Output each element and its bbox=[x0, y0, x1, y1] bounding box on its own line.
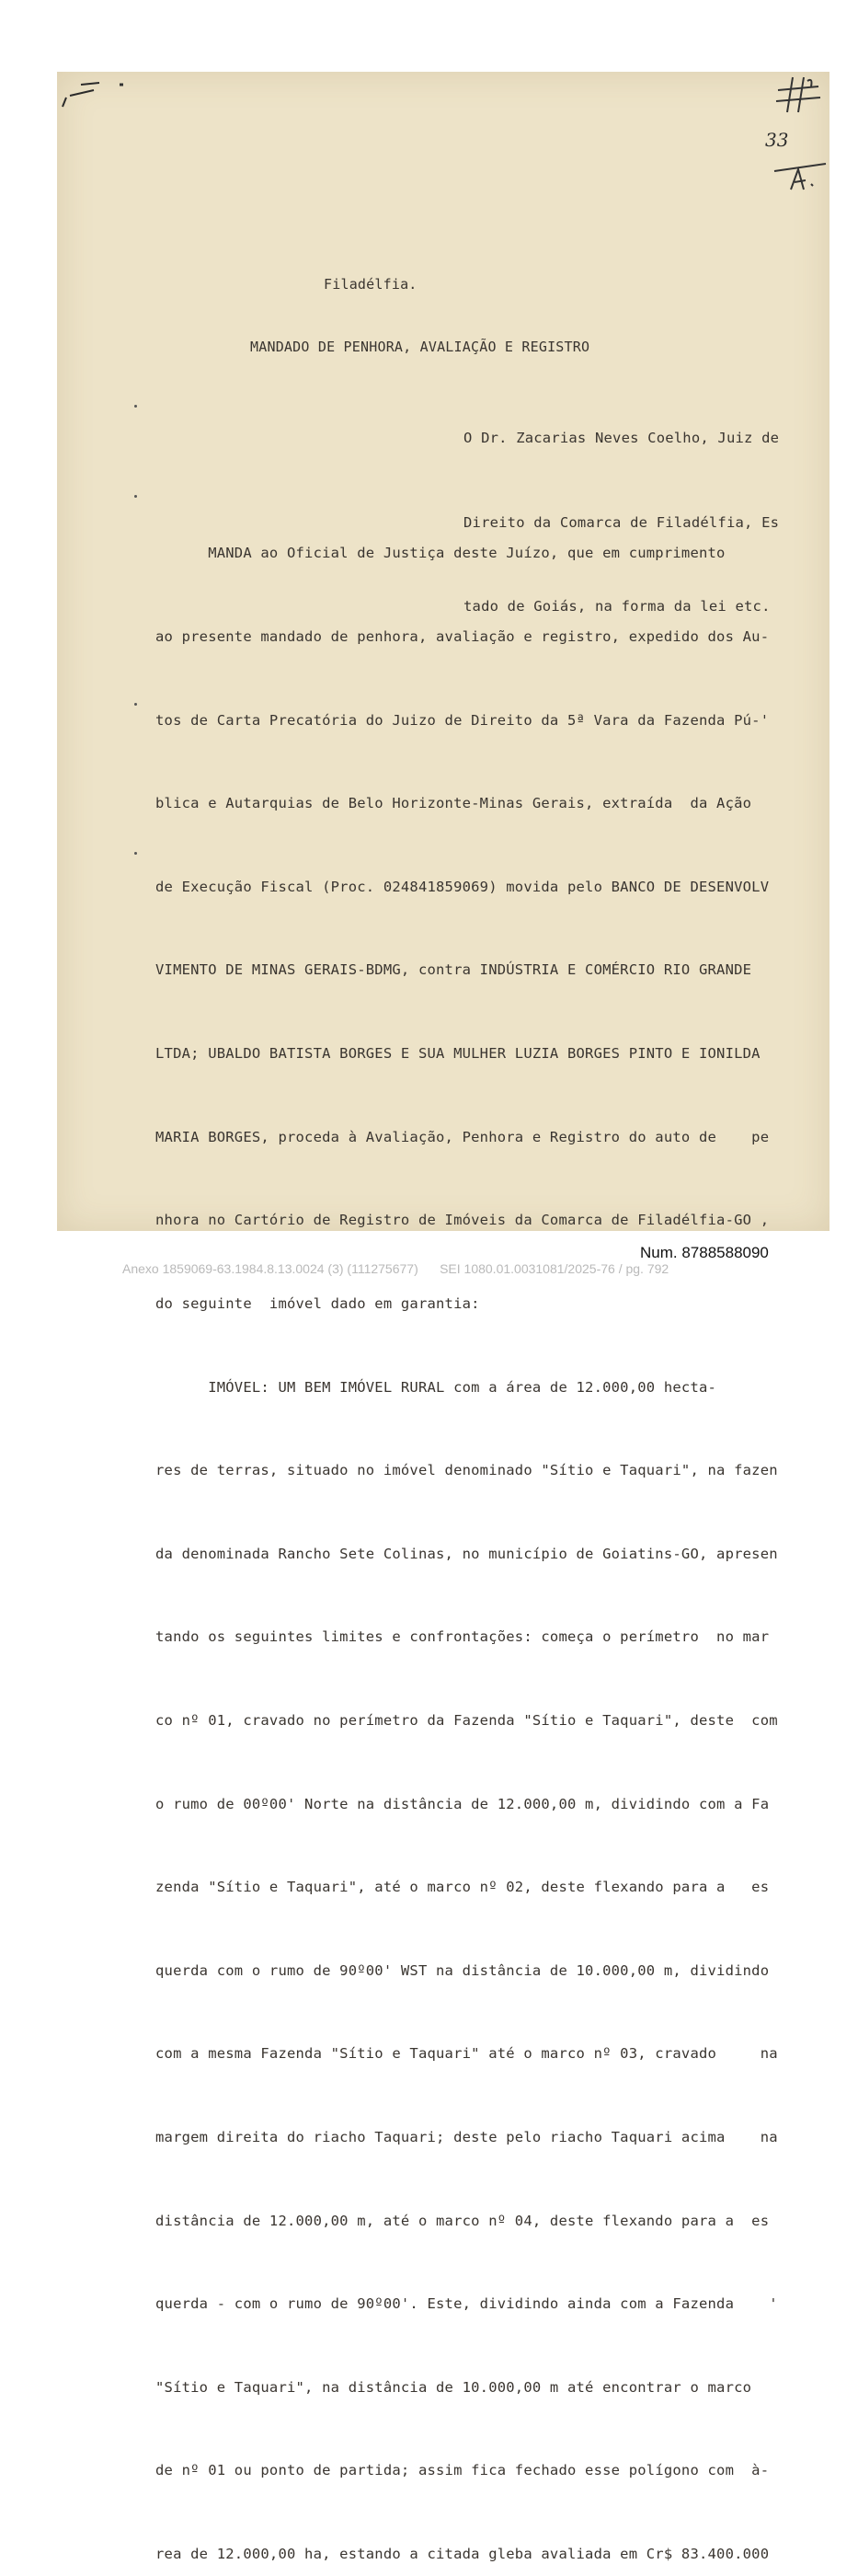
city-line: Filadélfia. bbox=[324, 276, 418, 293]
body-line: zenda "Sítio e Taquari", até o marco nº 02, deste flexando para a es bbox=[155, 1879, 770, 1896]
margin-dot bbox=[134, 405, 137, 408]
body-line: margem direita do riacho Taquari; deste pelo riacho Taquari acima na bbox=[155, 2128, 778, 2145]
body-line: o rumo de 00º00' Norte na distância de 12.000,00 m, dividindo com a Fa bbox=[155, 1795, 770, 1812]
body-line: da denominada Rancho Sete Colinas, no município de Goiatins-GO, apresen bbox=[155, 1545, 778, 1562]
body-line: co nº 01, cravado no perímetro da Fazenda "Sítio e Taquari", deste com bbox=[155, 1711, 778, 1729]
margin-dot bbox=[134, 703, 137, 706]
body-text bbox=[155, 484, 778, 2576]
body-line: rea de 12.000,00 ha, estando a citada gleba avaliada em Cr$ 83.400.000 bbox=[155, 2546, 770, 2563]
document-number: Num. 8788588090 bbox=[640, 1244, 769, 1261]
intro-line: tado de Goiás, na forma da lei etc. bbox=[463, 598, 771, 615]
document-title: MANDADO DE PENHORA, AVALIAÇÃO E REGISTRO bbox=[250, 339, 590, 355]
intro-line: Direito da Comarca de Filadélfia, Es bbox=[463, 513, 780, 531]
body-line: "Sítio e Taquari", na distância de 10.000,00 m até encontrar o marco bbox=[155, 2378, 752, 2396]
body-line: querda com o rumo de 90º00' WST na distância de 10.000,00 m, dividindo bbox=[155, 1961, 770, 1979]
body-line: IMÓVEL: UM BEM IMÓVEL RURAL com a área de 12.000,00 hecta- bbox=[155, 1378, 717, 1396]
body-line: de nº 01 ou ponto de partida; assim fica fechado esse polígono com à- bbox=[155, 2462, 770, 2479]
body-line: LTDA; UBALDO BATISTA BORGES E SUA MULHER LUZIA BORGES PINTO E IONILDA bbox=[155, 1045, 761, 1063]
body-line: nhora no Cartório de Registro de Imóveis da Comarca de Filadélfia-GO , bbox=[155, 1212, 770, 1229]
body-line: blica e Autarquias de Belo Horizonte-Minas Gerais, extraída da Ação bbox=[155, 795, 752, 812]
body-line: querda - com o rumo de 90º00'. Este, dividindo ainda com a Fazenda ' bbox=[155, 2295, 778, 2313]
body-line: res de terras, situado no imóvel denominado "Sítio e Taquari", na fazen bbox=[155, 1462, 778, 1479]
body-line: tos de Carta Precatória do Juizo de Direito da 5ª Vara da Fazenda Pú-' bbox=[155, 711, 770, 729]
margin-dot bbox=[134, 495, 137, 498]
body-line: MANDA ao Oficial de Justiça deste Juízo, que em cumprimento bbox=[155, 545, 726, 562]
body-line: de Execução Fiscal (Proc. 024841859069) movida pelo BANCO DE DESENVOLV bbox=[155, 878, 770, 895]
body-line: distância de 12.000,00 m, até o marco nº 04, deste flexando para a es bbox=[155, 2212, 770, 2229]
body-line: MARIA BORGES, proceda à Avaliação, Penhora e Registro do auto de pe bbox=[155, 1128, 770, 1145]
intro-line: O Dr. Zacarias Neves Coelho, Juiz de bbox=[463, 430, 780, 446]
margin-dot bbox=[134, 852, 137, 855]
body-line: tando os seguintes limites e confrontações: começa o perímetro no mar bbox=[155, 1628, 770, 1646]
body-line: do seguinte imóvel dado em garantia: bbox=[155, 1294, 480, 1312]
body-line: ao presente mandado de penhora, avaliação e registro, expedido dos Au- bbox=[155, 628, 770, 646]
document-metadata: Anexo 1859069-63.1984.8.13.0024 (3) (111275677) SEI 1080.01.0031081/2025-76 / pg. 792 bbox=[122, 1261, 669, 1276]
body-line: com a mesma Fazenda "Sítio e Taquari" até o marco nº 03, cravado na bbox=[155, 2045, 778, 2063]
handwritten-page-number: 33 bbox=[765, 129, 789, 151]
body-line: VIMENTO DE MINAS GERAIS-BDMG, contra INDÚSTRIA E COMÉRCIO RIO GRANDE bbox=[155, 961, 752, 979]
